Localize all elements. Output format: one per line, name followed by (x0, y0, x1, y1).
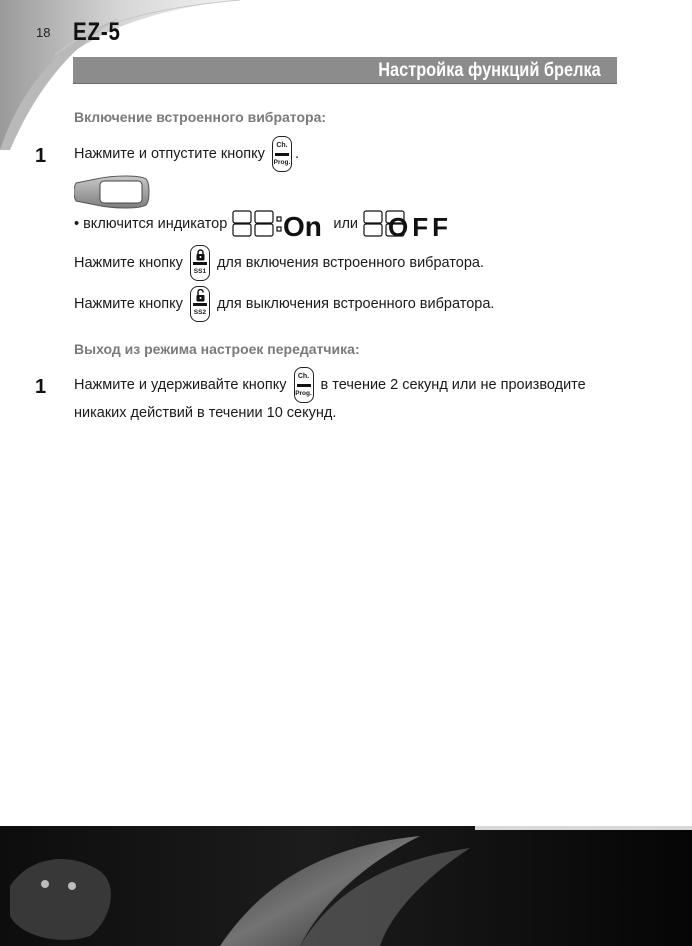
button-divider (193, 262, 207, 265)
button-top-label: Ch. (276, 142, 288, 149)
ch-prog-button-icon (272, 136, 292, 172)
section-title: Настройка функций брелка (378, 60, 601, 81)
button-top-label: Ch. (297, 373, 310, 380)
key-fob-icon (74, 175, 150, 209)
step-text-end: . (294, 146, 299, 162)
exit-step-line-2: никаких действий в течении 10 секунд. (74, 405, 337, 421)
lcd-off-value: OFF (388, 212, 453, 240)
button-divider (297, 384, 311, 387)
ss1-label: SS1 (193, 268, 207, 275)
step-number: 1 (35, 145, 47, 167)
product-logo: EZ-5 (73, 18, 121, 46)
subheading-vibrator-on: Включение встроенного вибратора: (74, 109, 327, 125)
exit-step-line-1 (74, 367, 586, 403)
ss2-line (74, 286, 494, 322)
ch-prog-button-icon (294, 367, 314, 403)
subheading-exit-settings: Выход из режима настроек передатчика: (74, 341, 360, 357)
ss1-button-icon (190, 245, 210, 281)
footer-photo-decoration (0, 826, 692, 946)
step-text: Нажмите и отпустите кнопку (74, 146, 265, 162)
lcd-indicator-on-icon (231, 208, 329, 240)
indicator-or: или (333, 216, 359, 232)
ss1-text-before: Нажмите кнопку (74, 255, 183, 271)
exit-text-before: Нажмите и удерживайте кнопку (74, 377, 287, 393)
ss1-line (74, 245, 484, 281)
button-bottom-label: Prog. (273, 159, 291, 166)
exit-text-after: в течение 2 секунд или не производите (320, 377, 586, 393)
lock-closed-icon (195, 249, 206, 261)
ss2-text-after: для выключения встроенного вибратора. (216, 296, 495, 312)
page-number: 18 (36, 25, 51, 40)
ss1-text-after: для включения встроенного вибратора. (216, 255, 484, 271)
step-press-release (74, 136, 299, 172)
indicator-text: • включится индикатор (74, 216, 228, 232)
ss2-button-icon (190, 286, 210, 322)
lock-open-icon (195, 289, 206, 302)
button-divider (193, 303, 207, 306)
ss2-label: SS2 (193, 309, 207, 316)
button-divider (275, 153, 289, 156)
section-header-bar (73, 57, 617, 84)
button-bottom-label: Prog. (295, 390, 312, 397)
lcd-on-value: On (283, 211, 323, 240)
ss2-text-before: Нажмите кнопку (74, 296, 183, 312)
step-number: 1 (35, 376, 47, 398)
lcd-indicator-off-icon (362, 208, 460, 240)
indicator-line (74, 208, 460, 240)
